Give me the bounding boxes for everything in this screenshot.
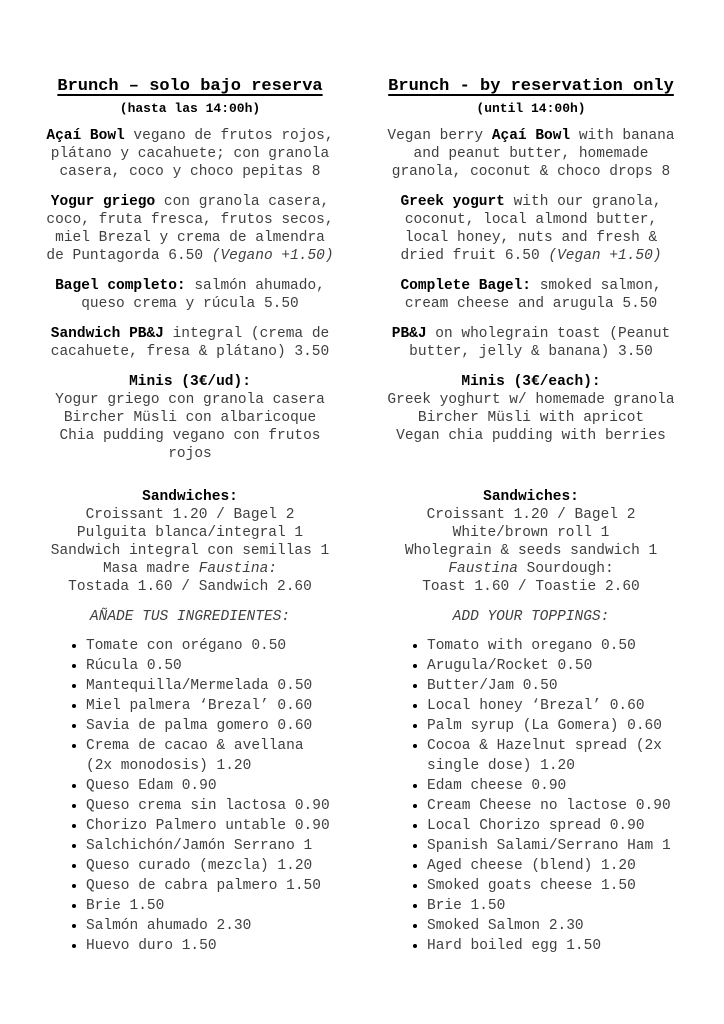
topping-item: • Salchichón/Jamón Serrano 1 — [86, 836, 350, 856]
text-segment: PB&J — [391, 326, 427, 342]
text-segment: Tostada 1.60 / Sandwich 2.60 — [68, 579, 312, 595]
minis-line: Bircher Müsli with apricot — [417, 410, 645, 426]
topping-item: • Brie 1.50 — [427, 896, 691, 916]
text-segment: on wholegrain toast (Peanut butter, jelly & banana) 3.50 — [409, 326, 671, 360]
minis-lines — [30, 391, 350, 463]
sandwich-line — [385, 524, 677, 542]
minis-heading: Minis (3€/ud): — [129, 374, 251, 390]
topping-item: • Mantequilla/Mermelada 0.50 — [86, 676, 350, 696]
menu-entries — [371, 127, 691, 361]
sandwich-line — [44, 506, 336, 524]
topping-item: • Queso curado (mezcla) 1.20 — [86, 856, 350, 876]
menu-entry-bagel — [44, 277, 336, 313]
sandwich-line — [44, 578, 336, 596]
toppings-list — [30, 636, 350, 956]
menu-entries — [30, 127, 350, 361]
text-segment: Açaí Bowl — [491, 128, 571, 144]
text-segment: with our granola, coconut, local almond butter, local honey, nuts and fresh & dried fruit 6.50 — [400, 194, 662, 264]
minis-section — [30, 373, 350, 463]
topping-item: • Aged cheese (blend) 1.20 — [427, 856, 691, 876]
minis-lines — [371, 391, 691, 463]
topping-item: • Cocoa & Hazelnut spread (2x single dose) 1.20 — [427, 736, 691, 776]
text-segment: Vegan berry — [387, 128, 492, 144]
topping-item: • Spanish Salami/Serrano Ham 1 — [427, 836, 691, 856]
text-segment: Açaí Bowl — [46, 128, 125, 144]
column-title: Brunch – solo bajo reserva — [57, 77, 323, 96]
text-segment: Croissant 1.20 / Bagel 2 — [426, 507, 636, 523]
topping-item: • Chorizo Palmero untable 0.90 — [86, 816, 350, 836]
column-title: Brunch - by reservation only — [388, 77, 674, 96]
topping-item: • Brie 1.50 — [86, 896, 350, 916]
text-segment: Wholegrain & seeds sandwich 1 — [404, 543, 658, 559]
sandwich-line — [385, 560, 677, 578]
text-segment: Faustina — [448, 561, 518, 577]
topping-item: • Tomato with oregano 0.50 — [427, 636, 691, 656]
text-segment: White/brown roll 1 — [452, 525, 610, 541]
minis-line: Vegan chia pudding with berries — [396, 428, 666, 444]
topping-item: • Rúcula 0.50 — [86, 656, 350, 676]
topping-item: • Miel palmera ‘Brezal’ 0.60 — [86, 696, 350, 716]
minis-heading: Minis (3€/each): — [461, 374, 601, 390]
text-segment: smoked salmon, cream cheese and arugula 5.50 — [404, 278, 662, 312]
text-segment: Masa madre — [102, 561, 199, 577]
sandwiches-heading: Sandwiches: — [142, 489, 238, 505]
text-segment: integral (crema de cacahuete, fresa & plátano) 3.50 — [50, 326, 330, 360]
minis-line: Yogur griego con granola casera — [55, 392, 325, 408]
sandwich-line — [385, 506, 677, 524]
text-segment: Faustina: — [198, 561, 278, 577]
topping-item: • Salmón ahumado 2.30 — [86, 916, 350, 936]
minis-line: Chia pudding vegano con frutos rojos — [59, 428, 321, 462]
menu-entry-acai — [385, 127, 677, 181]
topping-item: • Crema de cacao & avellana (2x monodosis) 1.20 — [86, 736, 350, 776]
topping-item: • Hard boiled egg 1.50 — [427, 936, 691, 956]
text-segment: con granola casera, coco, fruta fresca, frutos secos, miel Brezal y crema de almendra de Puntagorda 6.50 — [46, 194, 334, 264]
topping-item: • Arugula/Rocket 0.50 — [427, 656, 691, 676]
text-segment: Pulguita blanca/integral 1 — [76, 525, 304, 541]
topping-item: • Cream Cheese no lactose 0.90 — [427, 796, 691, 816]
sandwich-line — [44, 524, 336, 542]
toppings-heading: ADD YOUR TOPPINGS: — [452, 609, 610, 625]
topping-item: • Butter/Jam 0.50 — [427, 676, 691, 696]
text-segment: Sandwich PB&J — [50, 326, 164, 342]
topping-item: • Local honey ‘Brezal’ 0.60 — [427, 696, 691, 716]
text-segment: salmón ahumado, queso crema y rúcula 5.50 — [81, 278, 325, 312]
text-segment: (Vegano +1.50) — [211, 248, 334, 264]
minis-line: Bircher Müsli con albaricoque — [63, 410, 317, 426]
text-segment: vegano de frutos rojos, plátano y cacahuete; con granola casera, coco y choco pepitas 8 — [50, 128, 334, 180]
text-segment: Croissant 1.20 / Bagel 2 — [85, 507, 295, 523]
sandwiches-heading: Sandwiches: — [483, 489, 579, 505]
column-subtitle: (until 14:00h) — [476, 101, 586, 116]
menu-entry-yogur — [44, 193, 336, 265]
menu-entry-pbj — [385, 325, 677, 361]
sandwich-line — [385, 578, 677, 596]
text-segment: Toast 1.60 / Toastie 2.60 — [422, 579, 640, 595]
text-segment: (Vegan +1.50) — [548, 248, 662, 264]
topping-item: • Huevo duro 1.50 — [86, 936, 350, 956]
menu-column-english — [371, 76, 691, 956]
toppings-heading: AÑADE TUS INGREDIENTES: — [89, 609, 291, 625]
sandwich-line — [44, 542, 336, 560]
text-segment: Complete Bagel: — [400, 278, 531, 294]
topping-item: • Smoked Salmon 2.30 — [427, 916, 691, 936]
sandwich-line — [385, 542, 677, 560]
topping-item: • Edam cheese 0.90 — [427, 776, 691, 796]
topping-item: • Tomate con orégano 0.50 — [86, 636, 350, 656]
topping-item: • Savia de palma gomero 0.60 — [86, 716, 350, 736]
text-segment: with banana and peanut butter, homemade granola, coconut & choco drops 8 — [391, 128, 675, 180]
topping-item: • Queso Edam 0.90 — [86, 776, 350, 796]
column-subtitle: (hasta las 14:00h) — [119, 101, 261, 116]
topping-item: • Local Chorizo spread 0.90 — [427, 816, 691, 836]
minis-line: Greek yoghurt w/ homemade granola — [387, 392, 675, 408]
text-segment: Sourdough: — [517, 561, 614, 577]
menu-entry-yogurt — [385, 193, 677, 265]
minis-section — [371, 373, 691, 463]
topping-item: • Palm syrup (La Gomera) 0.60 — [427, 716, 691, 736]
menu-entry-acai — [44, 127, 336, 181]
sandwich-line — [44, 560, 336, 578]
toppings-list — [371, 636, 691, 956]
menu-entry-bagel — [385, 277, 677, 313]
topping-item: • Queso de cabra palmero 1.50 — [86, 876, 350, 896]
text-segment: Sandwich integral con semillas 1 — [50, 543, 330, 559]
text-segment: Yogur griego — [50, 194, 156, 210]
text-segment: Bagel completo: — [55, 278, 186, 294]
topping-item: • Queso crema sin lactosa 0.90 — [86, 796, 350, 816]
topping-item: • Smoked goats cheese 1.50 — [427, 876, 691, 896]
text-segment: Greek yogurt — [400, 194, 505, 210]
menu-entry-pbj — [44, 325, 336, 361]
menu-column-spanish — [30, 76, 350, 956]
